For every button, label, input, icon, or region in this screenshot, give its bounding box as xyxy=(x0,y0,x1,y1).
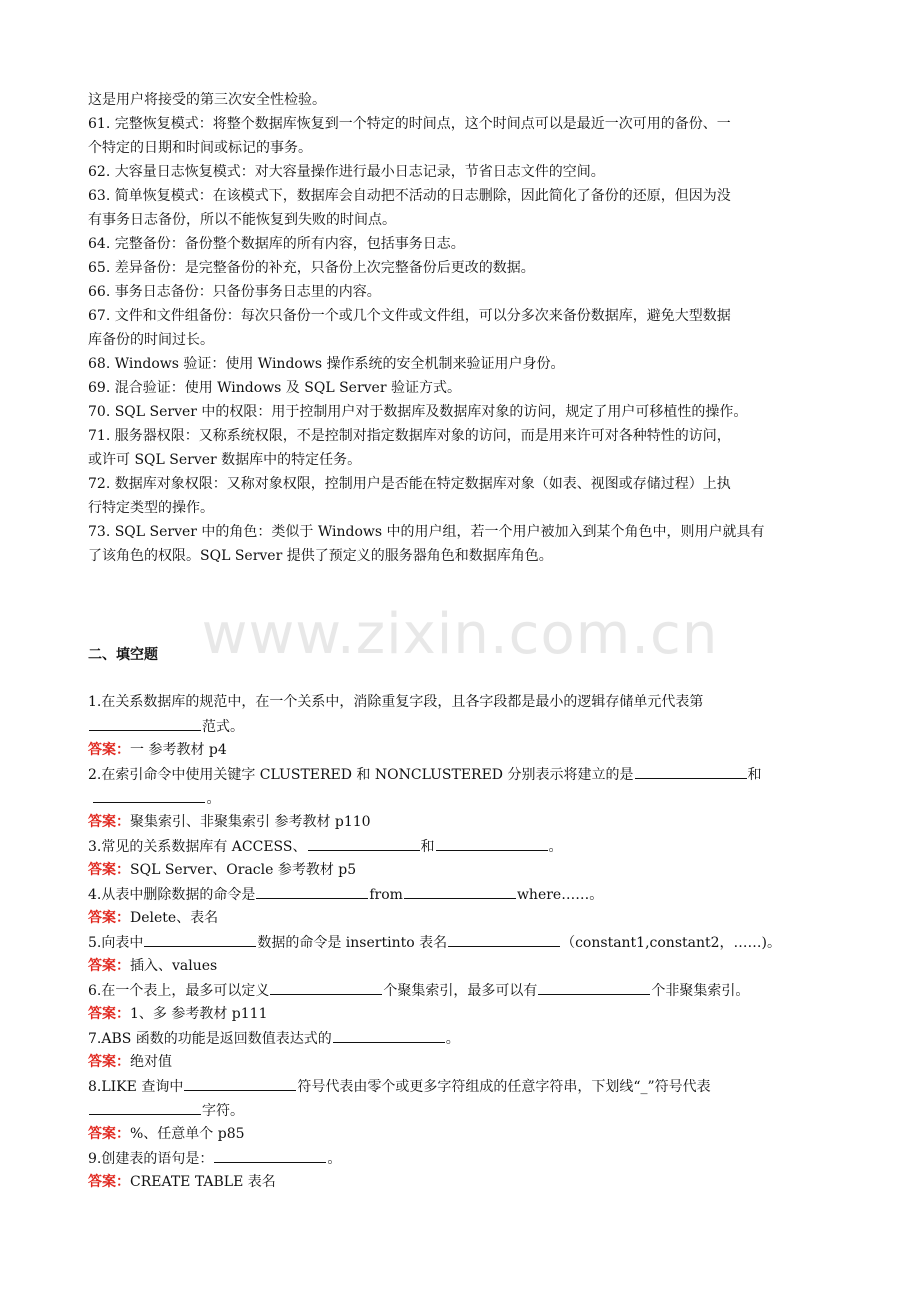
question-1-cont: 范式。 xyxy=(88,716,840,737)
answer-1: 答案：一 参考教材 p4 xyxy=(88,742,227,758)
answer-blank[interactable] xyxy=(256,884,368,899)
answer-blank[interactable] xyxy=(448,932,560,947)
answer-5: 答案：插入、values xyxy=(88,958,218,974)
answer-blank[interactable] xyxy=(404,884,516,899)
question-2-cont: 。 xyxy=(88,788,840,809)
definition-line: 67. 文件和文件组备份：每次只备份一个或几个文件或文件组，可以分多次来备份数据库，避免大型数据 xyxy=(88,308,731,324)
answer-blank[interactable] xyxy=(214,1148,326,1163)
definition-line: 个特定的日期和时间或标记的事务。 xyxy=(88,140,312,156)
definition-line: 62. 大容量日志恢复模式：对大容量操作进行最小日志记录，节省日志文件的空间。 xyxy=(88,164,605,180)
question-1: 1.在关系数据库的规范中，在一个关系中，消除重复字段，且各字段都是最小的逻辑存储单元代表第 xyxy=(88,694,704,710)
question-8: 8.LIKE 查询中 符号代表由零个或更多字符组成的任意字符串，下划线“_”符号代表 xyxy=(88,1076,840,1097)
answer-blank[interactable] xyxy=(635,764,747,779)
question-9: 9.创建表的语句是： 。 xyxy=(88,1148,840,1169)
answer-blank[interactable] xyxy=(89,716,201,731)
question-7: 7.ABS 函数的功能是返回数值表达式的 。 xyxy=(88,1028,840,1049)
answer-3: 答案：SQL Server、Oracle 参考教材 p5 xyxy=(88,862,357,878)
answer-blank[interactable] xyxy=(89,1100,201,1115)
definition-line: 69. 混合验证：使用 Windows 及 SQL Server 验证方式。 xyxy=(88,380,461,396)
definition-line: 68. Windows 验证：使用 Windows 操作系统的安全机制来验证用户身份。 xyxy=(88,356,565,372)
definition-line: 73. SQL Server 中的角色：类似于 Windows 中的用户组，若一个用户被加入到某个角色中，则用户就具有 xyxy=(88,524,765,540)
definition-line: 了该角色的权限。SQL Server 提供了预定义的服务器角色和数据库角色。 xyxy=(88,548,553,564)
definition-line: 70. SQL Server 中的权限：用于控制用户对于数据库及数据库对象的访问，规定了用户可移植性的操作。 xyxy=(88,404,748,420)
answer-6: 答案：1、多 参考教材 p111 xyxy=(88,1006,268,1022)
answer-blank[interactable] xyxy=(436,836,548,851)
answer-blank[interactable] xyxy=(184,1076,296,1091)
definition-line: 66. 事务日志备份：只备份事务日志里的内容。 xyxy=(88,284,381,300)
answer-blank[interactable] xyxy=(538,980,650,995)
watermark: www.zixin.com.cn xyxy=(201,602,719,667)
question-6: 6.在一个表上，最多可以定义 个聚集索引，最多可以有 个非聚集索引。 xyxy=(88,980,840,1001)
definition-line: 63. 简单恢复模式：在该模式下，数据库会自动把不活动的日志删除，因此简化了备份的还原，但因为没 xyxy=(88,188,731,204)
definition-line: 64. 完整备份：备份整个数据库的所有内容，包括事务日志。 xyxy=(88,236,465,252)
answer-blank[interactable] xyxy=(144,932,256,947)
definition-line: 71. 服务器权限：又称系统权限，不是控制对指定数据库对象的访问，而是用来许可对各种特性的访问， xyxy=(88,428,731,444)
answer-7: 答案：绝对值 xyxy=(88,1054,172,1070)
section-title: 二、填空题 xyxy=(88,647,158,663)
definition-line: 有事务日志备份，所以不能恢复到失败的时间点。 xyxy=(88,212,396,228)
definition-line: 72. 数据库对象权限：又称对象权限，控制用户是否能在特定数据库对象（如表、视图或存储过程）上执 xyxy=(88,476,731,492)
definition-line: 这是用户将接受的第三次安全性检验。 xyxy=(88,92,326,108)
answer-4: 答案：Delete、表名 xyxy=(88,910,219,926)
definition-line: 或许可 SQL Server 数据库中的特定任务。 xyxy=(88,452,362,468)
answer-blank[interactable] xyxy=(270,980,382,995)
answer-blank[interactable] xyxy=(93,788,205,803)
answer-2: 答案：聚集索引、非聚集索引 参考教材 p110 xyxy=(88,814,371,830)
question-5: 5.向表中 数据的命令是 insertinto 表名 （constant1,constant2，……)。 xyxy=(88,932,840,953)
answer-blank[interactable] xyxy=(333,1028,445,1043)
definition-line: 61. 完整恢复模式：将整个数据库恢复到一个特定的时间点，这个时间点可以是最近一次可用的备份、一 xyxy=(88,116,731,132)
definition-line: 行特定类型的操作。 xyxy=(88,500,214,516)
definition-line: 65. 差异备份：是完整备份的补充，只备份上次完整备份后更改的数据。 xyxy=(88,260,535,276)
answer-9: 答案：CREATE TABLE 表名 xyxy=(88,1174,276,1190)
definition-line: 库备份的时间过长。 xyxy=(88,332,214,348)
answer-8: 答案：%、任意单个 p85 xyxy=(88,1126,245,1142)
question-4: 4.从表中删除数据的命令是 from where……。 xyxy=(88,884,840,905)
question-8-cont: 字符。 xyxy=(88,1100,840,1121)
question-2: 2.在索引命令中使用关键字 CLUSTERED 和 NONCLUSTERED 分别表示将建立的是 和 xyxy=(88,764,840,785)
answer-blank[interactable] xyxy=(308,836,420,851)
question-3: 3.常见的关系数据库有 ACCESS、 和 。 xyxy=(88,836,840,857)
